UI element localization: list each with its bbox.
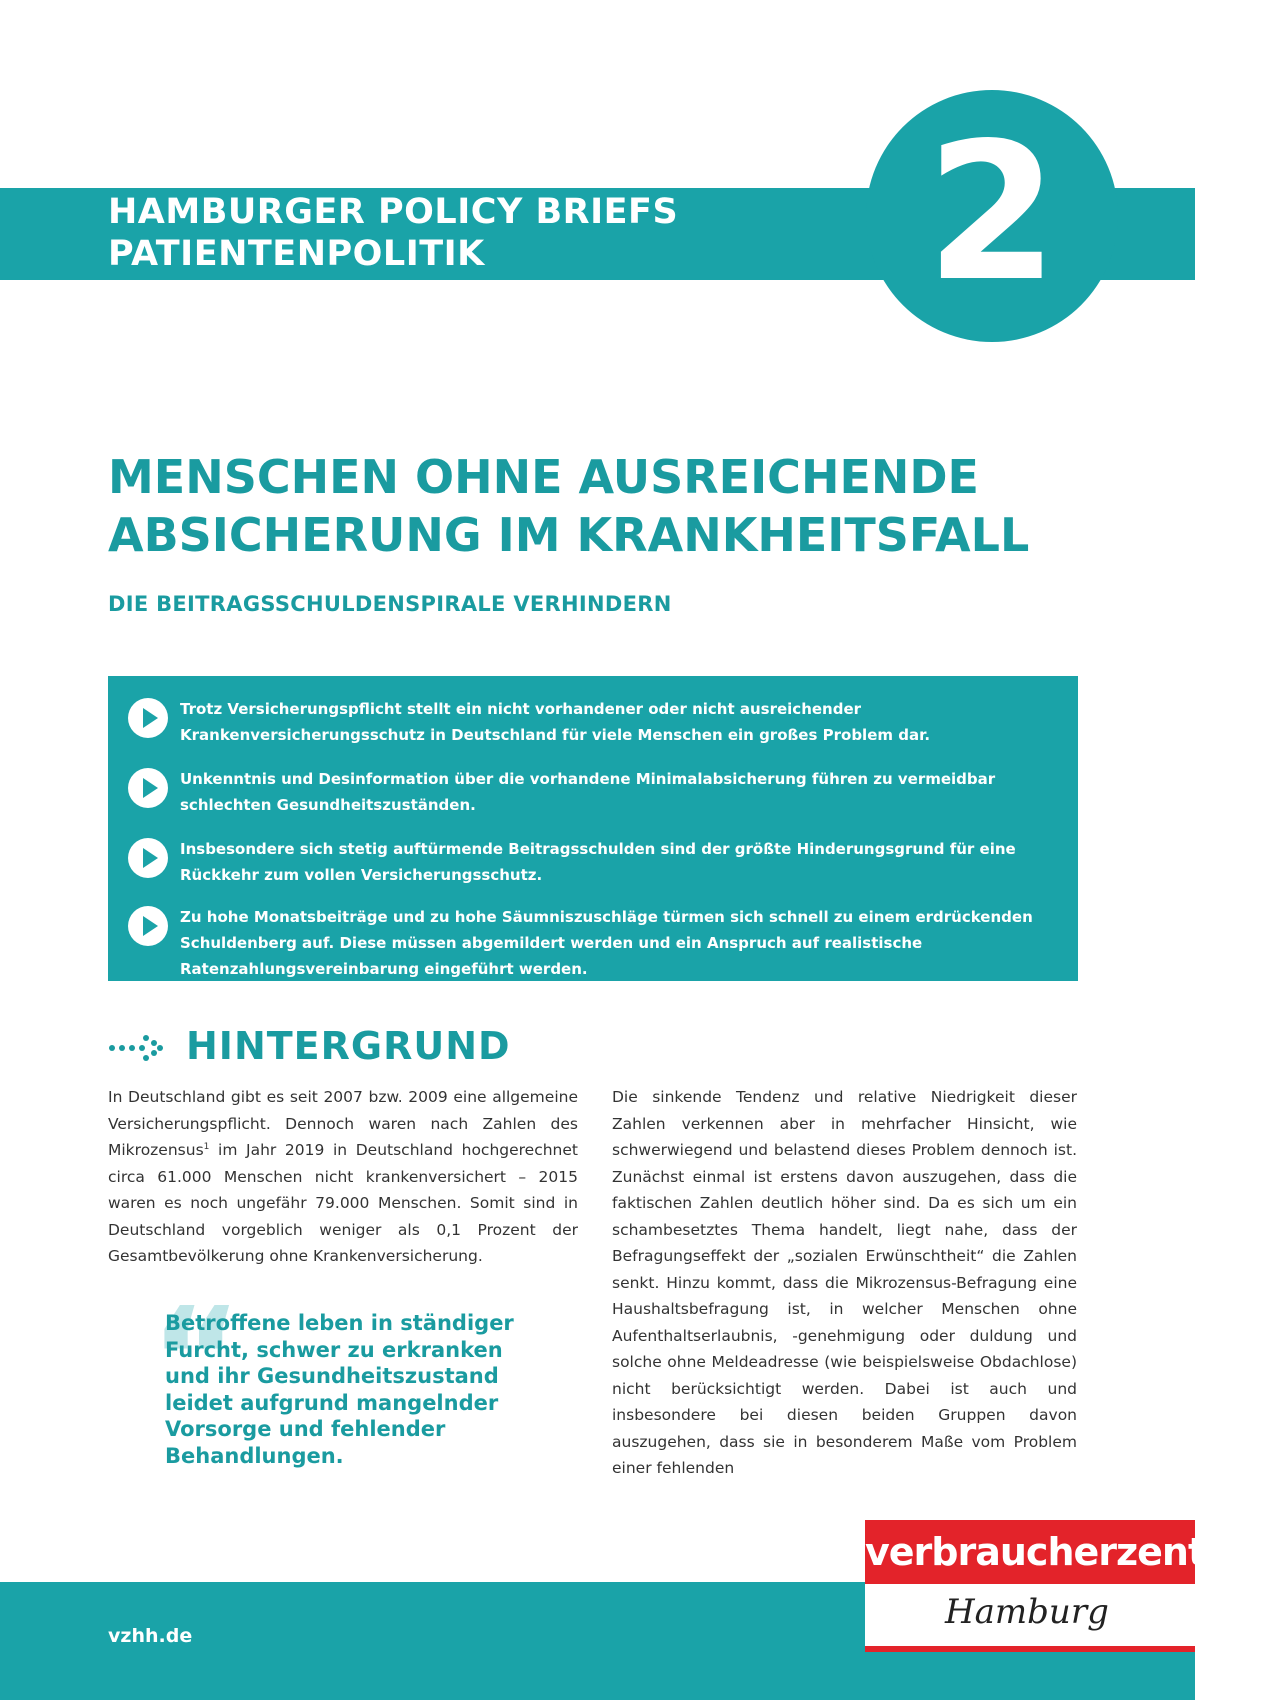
section-heading: HINTERGRUND (186, 1024, 511, 1068)
series-subtitle: PATIENTENPOLITIK (108, 234, 485, 274)
body-text: im Jahr 2019 in Deutschland hochgerechnet circa 61.000 Menschen nicht krankenversichert – 2015 waren es noch ungefähr 79.000 Menschen. Somit sind in Deutschland vorgeblich weniger als 0,1 Prozent der Gesamtbevölkerung ohne Krankenversicherung. (108, 1141, 578, 1265)
issue-number: 2 (925, 102, 1059, 323)
logo-city: Hamburg (945, 1592, 1109, 1632)
page-title-line2: ABSICHERUNG IM KRANKHEITSFALL (108, 508, 1030, 562)
play-icon (128, 838, 168, 878)
play-icon (128, 698, 168, 738)
page-title-line1: MENSCHEN OHNE AUSREICHENDE (108, 450, 979, 504)
summary-item-text: Zu hohe Monatsbeiträge und zu hohe Säumniszuschläge türmen sich schnell zu einem erdrückenden Schuldenberg auf. Diese müssen abgemildert werden und ein Anspruch auf realistische Ratenzahlungsvereinbarung eingeführt werden. (180, 908, 1033, 978)
quotation-mark-icon: “ (150, 1278, 237, 1441)
pull-quote: Betroffene leben in ständiger Furcht, schwer zu erkranken und ihr Gesundheitszustand leidet aufgrund mangelnder Vorsorge und fehlender Behandlungen. (165, 1311, 514, 1468)
series-title: HAMBURGER POLICY BRIEFS (108, 192, 679, 232)
dotted-arrow-icon (108, 1030, 166, 1066)
play-icon (128, 906, 168, 946)
body-text: In Deutschland gibt es seit 2007 bzw. 2009 eine allgemeine Versicherungspflicht. Dennoch waren nach Zahlen des Mikrozensus (108, 1088, 578, 1159)
page-subtitle: DIE BEITRAGSSCHULDENSPIRALE VERHINDERN (108, 592, 672, 616)
footnote-mark[interactable]: 1 (203, 1141, 210, 1152)
body-text: Die sinkende Tendenz und relative Niedrigkeit dieser Zahlen verkennen aber in mehrfacher Hinsicht, wie schwerwiegend und belastend dieses Problem dennoch ist. Zunächst einmal ist erstens davon auszugehen, dass die faktischen Zahlen deutlich höher sind. Da es sich um ein schambesetztes Thema handelt, liegt nahe, dass der Befragungseffekt der „sozialen Erwünschtheit“ die Zahlen senkt. Hinzu kommt, dass die Mikrozensus-Befragung eine Haushaltsbefragung ist, in welcher Menschen ohne Aufenthaltserlaubnis, -genehmigung oder duldung und solche ohne Meldeadresse (wie beispielsweise Obdachlose) nicht berücksichtigt werden. Dabei ist auch und insbesondere bei diesen beiden Gruppen davon auszugehen, dass sie in besonderem Maße vom Problem einer fehlenden (612, 1088, 1077, 1477)
logo-wordmark: verbraucherzentrale (865, 1530, 1284, 1574)
body-column-right (612, 1084, 1077, 1482)
summary-item-text: Insbesondere sich stetig auftürmende Beitragsschulden sind der größte Hinderungsgrund für eine Rückkehr zum vollen Versicherungsschutz. (180, 840, 1016, 884)
summary-item-text: Unkenntnis und Desinformation über die vorhandene Minimalabsicherung führen zu vermeidbar schlechten Gesundheitszuständen. (180, 770, 996, 814)
footer-link[interactable]: vzhh.de (108, 1625, 193, 1647)
verbraucherzentrale-logo (865, 1520, 1284, 1652)
summary-box (108, 676, 1078, 981)
body-column-left (108, 1084, 578, 1270)
page-title (108, 448, 1068, 564)
play-icon (128, 768, 168, 808)
summary-item-text: Trotz Versicherungspflicht stellt ein nicht vorhandener oder nicht ausreichender Krankenversicherungsschutz in Deutschland für viele Menschen ein großes Problem dar. (180, 700, 931, 744)
logo-underline (865, 1646, 1195, 1652)
